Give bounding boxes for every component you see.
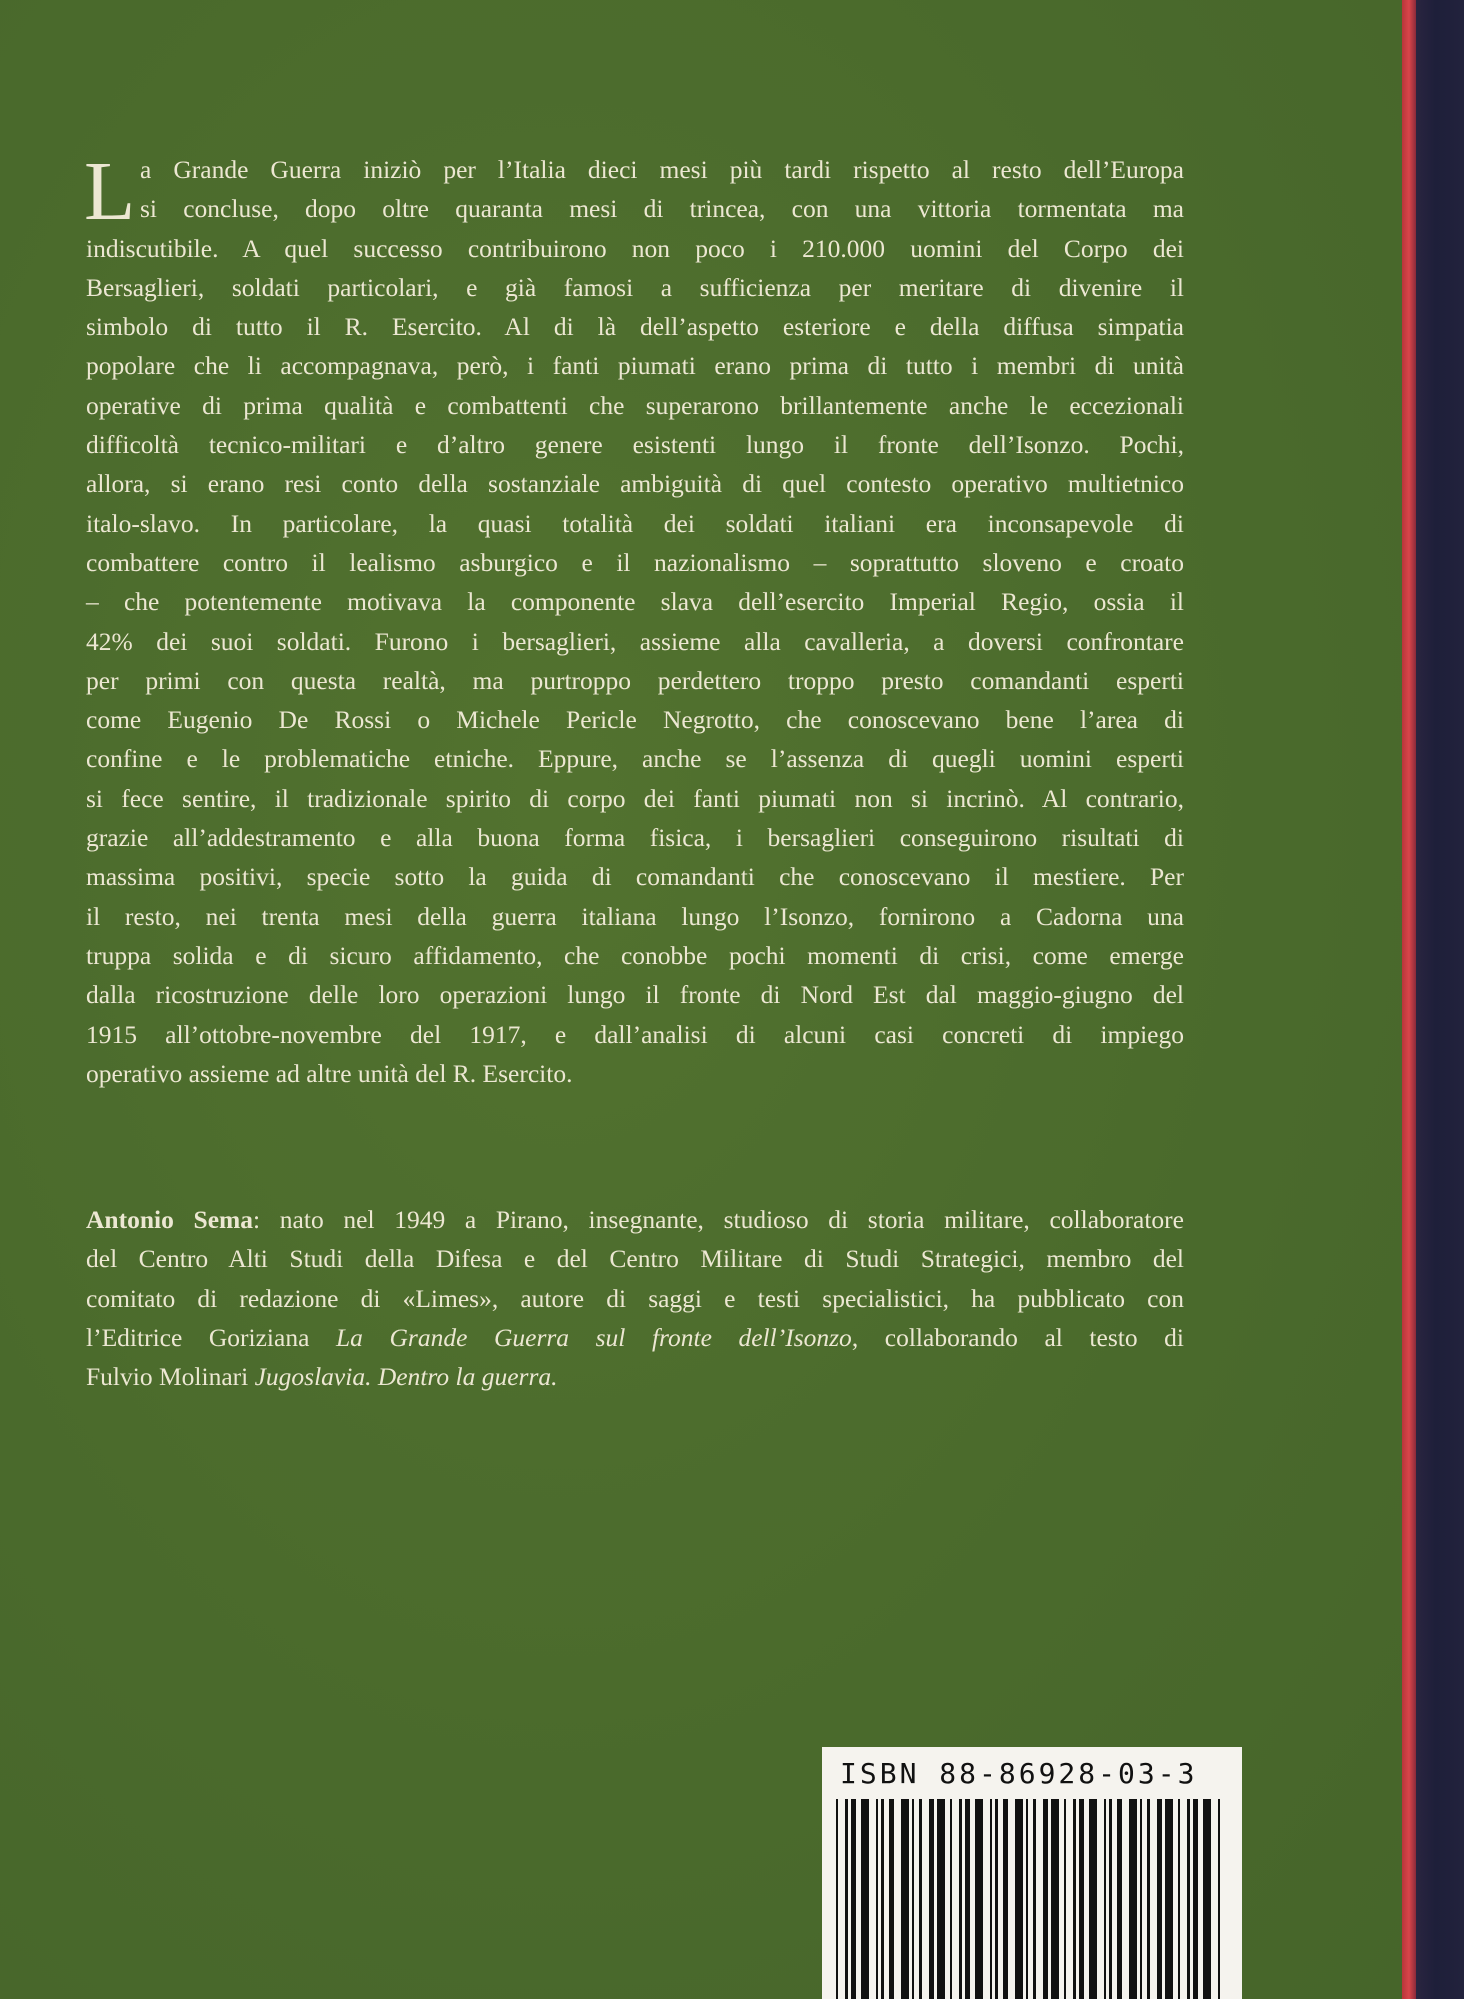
barcode-bar [1003,1799,1008,1999]
blurb-line: confine e le problematiche etniche. Eppure, anche se l’assenza di quegli uomini esperti [86,744,1184,774]
blurb-line: – che potentemente motivava la componente slava dell’esercito Imperial Regio, ossia il [86,587,1184,617]
barcode-bar [1043,1799,1048,1999]
blurb-line: dalla ricostruzione delle loro operazioni lungo il fronte di Nord Est dal maggio-giugno del [86,980,1184,1010]
blurb-line: 1915 all’ottobre-novembre del 1917, e dall’analisi di alcuni casi concreti di impiego [86,1019,1184,1049]
blurb-line: per primi con questa realtà, ma purtroppo perdettero troppo presto comandanti esperti [86,665,1184,695]
blurb-line: difficoltà tecnico-militari e d’altro genere esistenti lungo il fronte dell’Isonzo. Pochi, [86,430,1184,460]
blurb-line: combattere contro il lealismo asburgico e il nazionalismo – soprattutto sloveno e croato [86,547,1184,577]
barcode-bar [901,1799,909,1999]
barcode-bar [1147,1799,1150,1999]
bio-text: l’Editrice Goriziana [86,1322,336,1352]
blurb-line: popolare che li accompagnava, però, i fanti piumati erano prima di tutto i membri di unità [86,351,1184,381]
barcode-bar [876,1799,878,1999]
blurb-line: 42% dei suoi soldati. Furono i bersaglieri, assieme alla cavalleria, a doversi confrontare [86,626,1184,656]
blurb-line: come Eugenio De Rossi o Michele Pericle Negrotto, che conoscevano bene l’area di [86,705,1184,735]
blurb-line: si concluse, dopo oltre quaranta mesi di trincea, con una vittoria tormentata ma [140,194,1184,224]
bio-line: comitato di redazione di «Limes», autore di saggi e testi specialistici, ha pubblicato con [86,1283,1184,1313]
barcode-bar [836,1799,838,1999]
bio-text: Fulvio Molinari [86,1362,255,1392]
blurb-line: truppa solida e di sicuro affidamento, che conobbe pochi momenti di crisi, come emerge [86,940,1184,970]
barcode-bar [1218,1799,1220,1999]
blurb-line: si fece sentire, il tradizionale spirito di corpo dei fanti piumati non si incrinò. Al contrario, [86,783,1184,813]
barcode-bar [1026,1799,1028,1999]
blurb-line: grazie all’addestramento e alla buona forma fisica, i bersaglieri conseguirono risultati di [86,823,1184,853]
barcode-bar [1064,1799,1066,1999]
blurb-line: allora, si erano resi conto della sostanziale ambiguità di quel contesto operativo multietnico [86,469,1184,499]
blurb-line: Bersaglieri, soldati particolari, e già famosi a sufficienza per meritare di divenire il [86,272,1184,302]
barcode-bar [851,1799,856,1999]
barcode-bar [965,1799,970,1999]
barcode [822,1747,1242,1999]
barcode-bar [1109,1799,1112,1999]
barcode-bar [995,1799,998,1999]
bio-text: , collaborando al testo di [851,1322,1184,1352]
bio-line: del Centro Alti Studi della Difesa e del Centro Militare di Studi Strategici, membro del [86,1244,1184,1274]
barcode-bar [950,1799,952,1999]
blurb-line: operative di prima qualità e combattenti che superarono brillantemente anche le eccezionali [86,390,1184,420]
drop-cap: L [84,145,136,238]
blurb-line: indiscutibile. A quel successo contribuirono non poco i 210.000 uomini del Corpo dei [86,233,1184,263]
spine-navy-edge [1416,0,1464,1999]
barcode-bar [1089,1799,1097,1999]
blurb-line: il resto, nei trenta mesi della guerra italiana lungo l’Isonzo, fornirono a Cadorna una [86,901,1184,931]
barcode-bar [1140,1799,1142,1999]
barcode-bar [861,1799,869,1999]
barcode-bar [1079,1799,1084,1999]
barcode-bar [1203,1799,1211,1999]
spine-red-stripe [1402,0,1416,1999]
blurb-line: a Grande Guerra iniziò per l’Italia dieci mesi più tardi rispetto al resto dell’Europa [140,155,1184,184]
barcode-bar [1117,1799,1122,1999]
blurb-text [84,145,1184,1093]
book-title: Jugoslavia. Dentro la guerra. [254,1362,558,1392]
barcode-bar [1015,1799,1023,1999]
blurb-line: operativo assieme ad altre unità del R. Esercito. [86,1058,573,1088]
barcode-bar [912,1799,914,1999]
barcode-bar [1051,1799,1059,1999]
barcode-bar [1129,1799,1137,1999]
barcode-bar [1187,1799,1190,1999]
barcode-bar [990,1799,992,1999]
barcode-bar [919,1799,922,1999]
blurb-line: massima positivi, specie sotto la guida di comandanti che conoscevano il mestiere. Per [86,862,1184,892]
barcode-bar [1033,1799,1036,1999]
barcode-bar [1073,1799,1076,1999]
barcode-bar [1157,1799,1162,1999]
author-bio [86,1200,1184,1396]
barcode-bar [937,1799,945,1999]
barcode-bar [959,1799,962,1999]
blurb-line: simbolo di tutto il R. Esercito. Al di là dell’aspetto esteriore e della diffusa simpatia [86,312,1184,342]
barcode-bar [1178,1799,1180,1999]
blurb-lines [84,145,1184,1093]
barcode-bar [929,1799,934,1999]
author-name: Antonio Sema [86,1205,254,1234]
barcode-bar [975,1799,983,1999]
barcode-bar [881,1799,884,1999]
barcode-bar [889,1799,894,1999]
barcode-bars [836,1799,1226,1999]
bio-text: : nato nel 1949 a Pirano, insegnante, studioso di storia militare, collaboratore [253,1205,1184,1234]
isbn-number: ISBN 88-86928-03-3 [840,1757,1198,1790]
book-title: La Grande Guerra sul fronte dell’Isonzo [335,1322,852,1352]
blurb-line: italo-slavo. In particolare, la quasi totalità dei soldati italiani era inconsapevole di [86,508,1184,538]
barcode-bar [1165,1799,1173,1999]
barcode-bar [1193,1799,1198,1999]
barcode-bar [1104,1799,1106,1999]
barcode-bar [845,1799,848,1999]
